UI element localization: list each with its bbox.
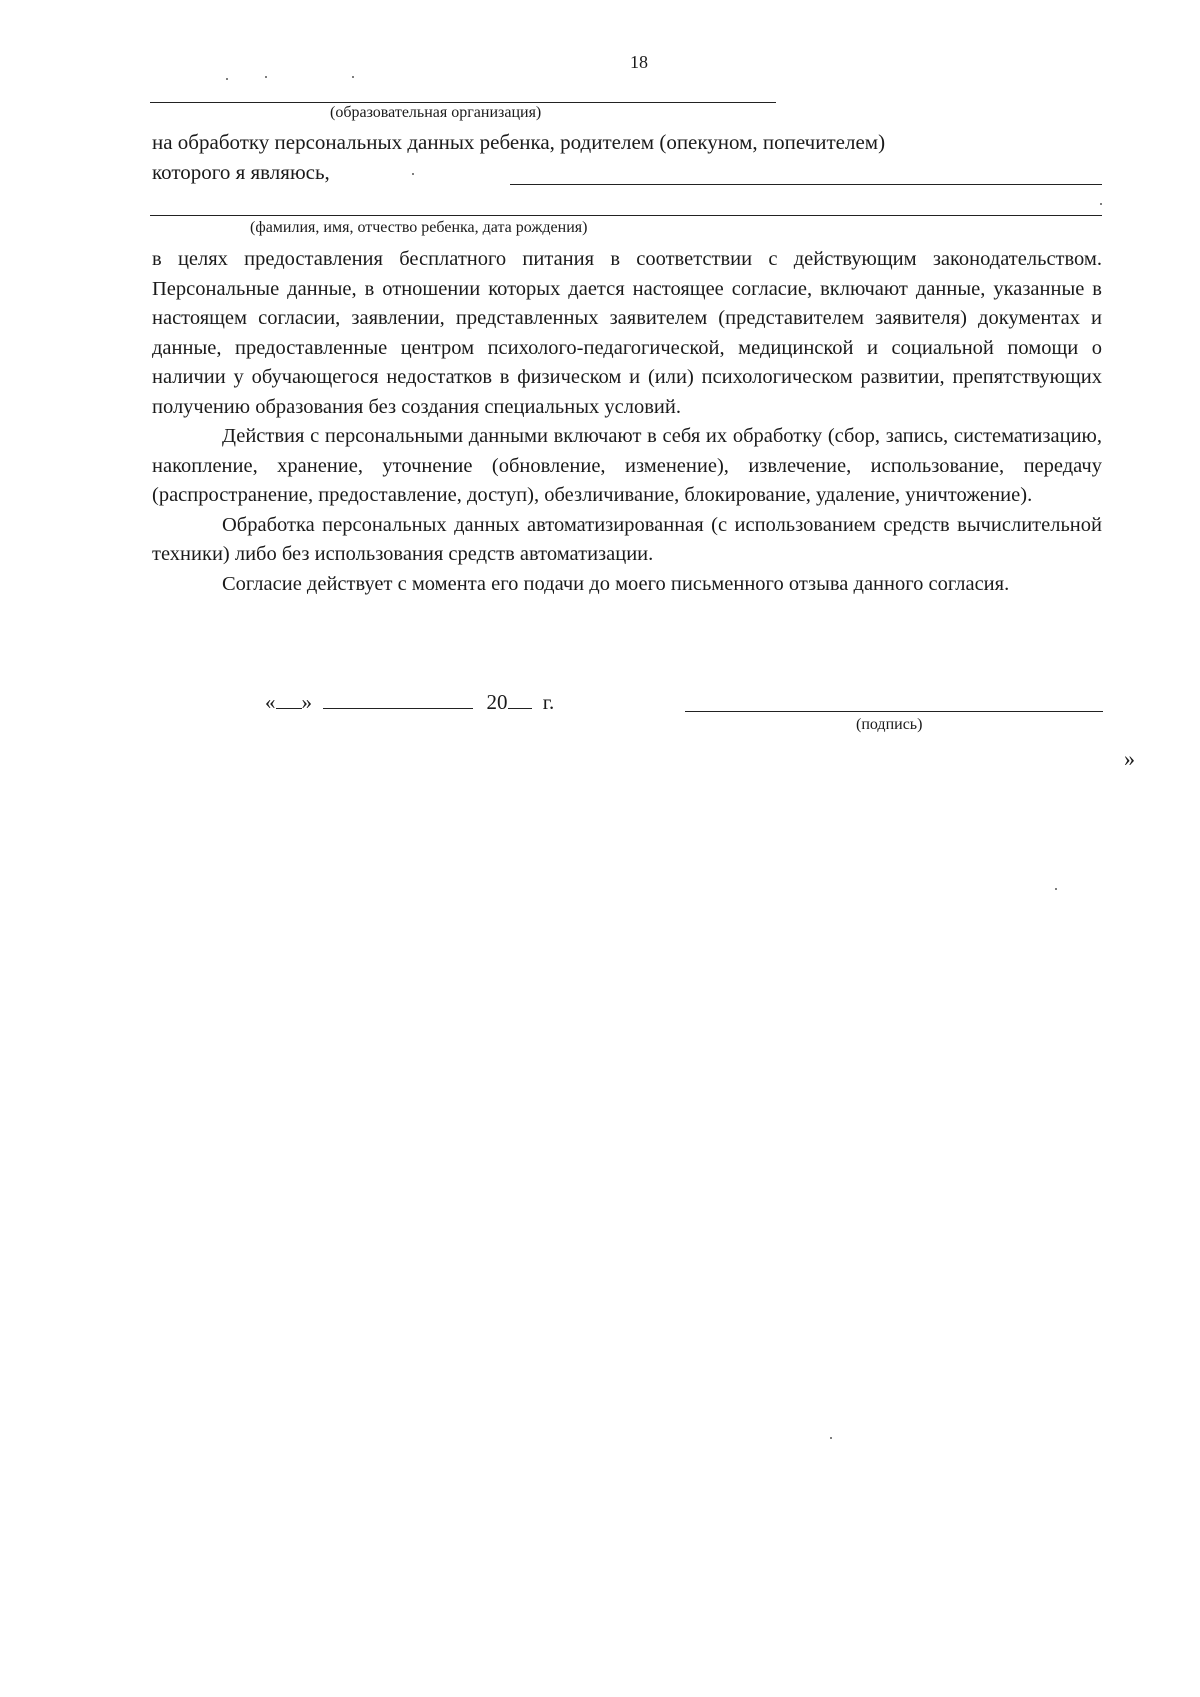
- month-blank: [323, 690, 473, 709]
- purpose-paragraph: в целях предоставления бесплатного питания в соответствии с действующим законодательством. Персональные данные, в отношении которых дается настоящее согласие, включают данные, указанные в настоящем согласии, заявлении, представленных заявителем (представителем заявителя) документах и данные, предоставленные центром психолого-педагогической, медицинской и социальной помощи о наличии у обучающегося недостатков в физическом и (или) психологическом развитии, препятствующих получению образования без создания специальных условий.: [152, 248, 1102, 418]
- page-number: 18: [630, 52, 648, 72]
- scan-speck: [226, 78, 228, 80]
- scan-speck: [830, 1437, 832, 1439]
- scan-speck: [412, 173, 414, 175]
- consent-line-2: которого я являюсь,: [152, 160, 330, 184]
- consent-line-1: на обработку персональных данных ребенка, родителем (опекуном, попечителем): [152, 130, 886, 154]
- year-suffix: г.: [542, 690, 555, 714]
- scan-speck: [265, 76, 267, 78]
- scan-speck: [1100, 203, 1102, 205]
- org-caption: (образовательная организация): [330, 104, 542, 121]
- child-name-line-1: [510, 184, 1102, 185]
- day-blank: [276, 690, 302, 709]
- date-open-quote: «: [265, 690, 276, 714]
- scan-speck: [352, 76, 354, 78]
- year-blank: [508, 690, 532, 709]
- body-text: [152, 245, 1102, 599]
- validity-paragraph: Согласие действует с момента его подачи до моего письменного отзыва данного согласия.: [222, 572, 1010, 595]
- signature-line: [685, 711, 1103, 712]
- year-prefix: 20: [486, 690, 508, 714]
- scan-speck: [1055, 888, 1057, 890]
- child-caption: (фамилия, имя, отчество ребенка, дата рождения): [250, 219, 588, 236]
- processing-paragraph: Обработка персональных данных автоматизированная (с использованием средств вычислительной техники) либо без использования средств автоматизации.: [152, 513, 1102, 565]
- org-line: [150, 102, 776, 103]
- signature-caption: (подпись): [856, 716, 923, 733]
- closing-quote: »: [1124, 746, 1135, 771]
- actions-paragraph: Действия с персональными данными включают в себя их обработку (сбор, запись, систематизацию, накопление, хранение, уточнение (обновление, изменение), извлечение, использование, передачу (распространение, предоставление, доступ), обезличивание, блокирование, удаление, уничтожение).: [152, 425, 1102, 506]
- child-name-line-2: [150, 215, 1102, 216]
- date-field: [265, 690, 554, 715]
- date-close-quote: »: [301, 690, 312, 714]
